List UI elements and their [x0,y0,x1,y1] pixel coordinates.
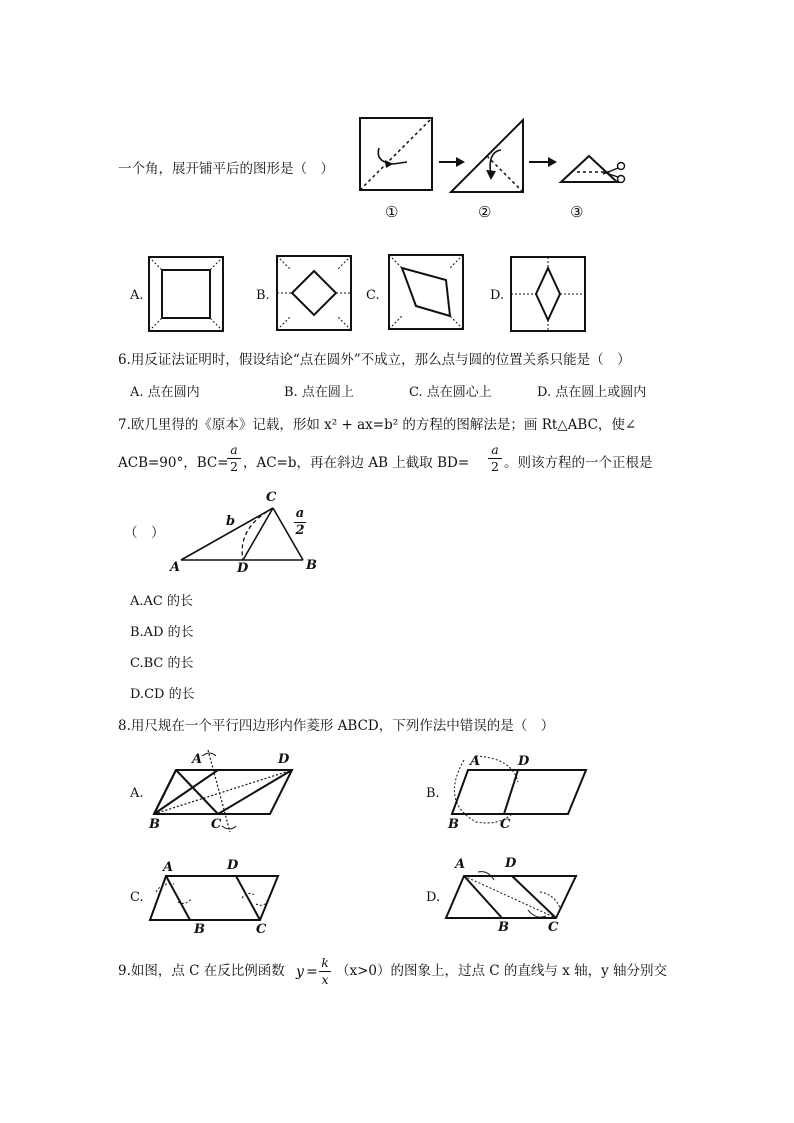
q5-option-b-label: B. [256,288,270,303]
q8-option-c-figure [148,868,298,938]
q7-label-a-over-2: a 2 [295,506,305,538]
q7-fraction-bc: a 2 [227,443,241,474]
q8-option-d-figure [444,868,594,938]
q6-option-b: B. 点在圆上 [284,385,354,400]
step-2-label: ② [478,203,492,221]
q8-b-label-d: D [518,754,530,769]
q8-d-label-c: C [548,920,559,935]
q8-a-label-d: D [278,752,290,767]
q8-option-a-figure [146,748,316,838]
q9-text-b: （x>0）的图象上，过点 C 的直线与 x 轴，y 轴分别交 [336,963,668,979]
q9-fraction: k x [319,956,331,987]
q8-a-label-b: B [149,817,160,832]
q7-label-b: B [306,558,317,573]
q8-option-b-label: B. [426,786,440,801]
step-3-label: ③ [570,203,584,221]
scissors-icon [618,163,625,170]
q7-line-2a: ACB=90°，BC= [118,455,229,471]
step-1-label: ① [385,203,399,221]
q7-label-a: A [170,560,181,575]
q8-option-a-label: A. [130,786,144,801]
q5-text: 一个角，展开铺平后的图形是（ ） [118,161,334,177]
q5-option-d-label: D. [490,288,505,303]
q5-option-b-figure [276,255,352,331]
q5-option-c-figure [388,254,464,330]
q6-option-d: D. 点在圆上或圆内 [537,385,647,400]
q5-option-a-figure [148,256,224,332]
q8-c-label-c: C [256,922,267,937]
q5-option-c-label: C. [366,288,380,303]
q7-option-c: C.BC 的长 [130,656,194,671]
q6-option-a: A. 点在圆内 [130,385,200,400]
q6-option-c: C. 点在圆心上 [409,385,492,400]
q8-d-label-a: A [455,857,466,872]
q7-label-c: C [266,490,277,505]
q7-option-a: A.AC 的长 [130,594,193,609]
q8-d-label-d: D [505,856,517,871]
q7-line-2c: 。则该方程的一个正根是 [504,455,653,471]
q8-option-d-label: D. [426,890,441,905]
q5-option-a-label: A. [130,288,144,303]
q7-line-1: 7.欧几里得的《原本》记载，形如 x² + ax=b² 的方程的图解法是；画 Rt△ABC，使∠ [118,417,637,433]
q7-label-b-side: b [226,514,236,529]
q8-option-c-label: C. [130,890,144,905]
q7-label-d: D [237,561,249,576]
q8-c-label-b: B [194,922,205,937]
q9-y: y [296,964,304,980]
q7-fraction-bd: a 2 [488,443,502,474]
q7-line-2b: ，AC=b，再在斜边 AB 上截取 BD= [243,455,470,471]
q7-option-b: B.AD 的长 [130,625,194,640]
q8-c-label-d: D [227,858,239,873]
q8-b-label-a: A [470,754,481,769]
q6-text: 6.用反证法证明时，假设结论“点在圆外”不成立，那么点与圆的位置关系只能是（ ） [118,352,631,368]
q8-d-label-b: B [498,920,509,935]
q8-text: 8.用尺规在一个平行四边形内作菱形 ABCD，下列作法中错误的是（ ） [118,718,555,734]
q8-b-label-b: B [448,817,459,832]
q8-a-label-a: A [192,752,203,767]
q9-text-a: 9.如图，点 C 在反比例函数 [118,963,285,979]
q8-b-label-c: C [500,817,511,832]
q9-eq: = [306,964,318,980]
q8-c-label-a: A [163,860,174,875]
q8-a-label-c: C [211,817,222,832]
q5-option-d-figure [510,256,586,332]
q7-paren: （ ） [124,525,165,541]
q7-option-d: D.CD 的长 [130,687,195,702]
